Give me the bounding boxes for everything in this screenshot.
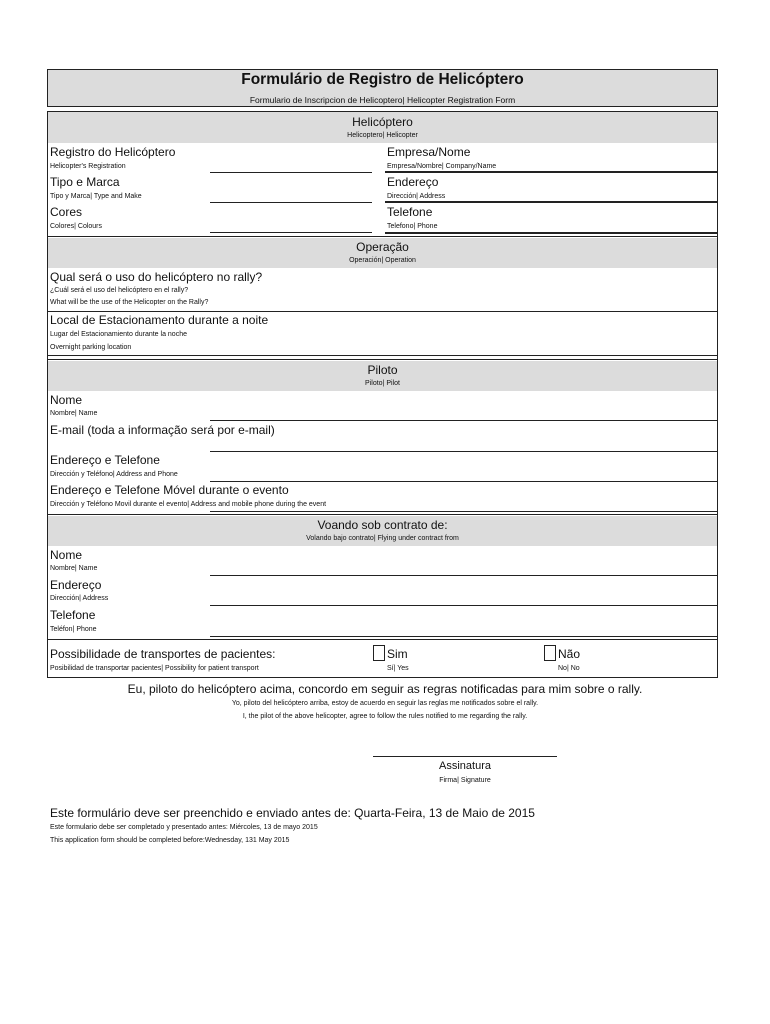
form-frame [47, 111, 718, 678]
pilot-mobile-sublabel: Dirección y Teléfono Movil durante el evento| Address and mobile phone during the event [50, 501, 327, 508]
address-label: Endereço [387, 175, 439, 189]
helicopter-section-title: Helicóptero [352, 115, 413, 129]
pilot-section-title: Piloto [367, 363, 398, 377]
colours-label: Cores [50, 205, 83, 219]
yes-label: Sim [387, 647, 408, 661]
company-field[interactable] [385, 171, 718, 173]
contract-section-title: Voando sob contrato de: [317, 518, 448, 532]
pilot-name-sublabel: Nombre| Name [50, 410, 98, 417]
deadline-es: Este formulario debe ser completado y presentado antes: Miércoles, 13 de mayo 2015 [50, 824, 318, 831]
use-sublabel-es: ¿Cuál será el uso del helicóptero en el rally? [50, 287, 189, 294]
address-sublabel: Dirección| Address [387, 193, 446, 200]
divider [48, 359, 717, 360]
contract-address-sublabel: Dirección| Address [50, 595, 109, 602]
registration-sublabel: Helicopter's Registration [50, 163, 126, 170]
address-field[interactable] [385, 201, 718, 203]
type-label: Tipo e Marca [50, 175, 120, 189]
pilot-name-label: Nome [50, 393, 83, 407]
contract-phone-label: Telefone [50, 608, 96, 622]
pilot-section-subtitle: Piloto| Pilot [365, 380, 400, 387]
operation-section-title: Operação [356, 240, 409, 254]
contract-name-sublabel: Nombre| Name [50, 565, 98, 572]
contract-section-subtitle: Volando bajo contrato| Flying under contract from [306, 535, 459, 542]
deadline-en: This application form should be completed before:Wednesday, 131 May 2015 [50, 837, 290, 844]
phone-sublabel: Telefono| Phone [387, 223, 438, 230]
patients-sublabel: Posibilidad de transportar pacientes| Possibility for patient transport [50, 665, 259, 672]
signature-sublabel: Firma| Signature [439, 777, 491, 784]
use-label: Qual será o uso do helicóptero no rally? [50, 270, 263, 284]
company-sublabel: Empresa/Nombre| Company/Name [387, 163, 497, 170]
type-field[interactable] [210, 202, 372, 203]
operation-section-subtitle: Operación| Operation [349, 257, 416, 264]
pilot-email-field[interactable] [210, 451, 718, 452]
colours-field[interactable] [210, 232, 372, 233]
parking-field[interactable] [48, 355, 717, 356]
no-sublabel: No| No [558, 665, 580, 672]
registration-label: Registro do Helicóptero [50, 145, 176, 159]
registration-field[interactable] [210, 172, 372, 173]
yes-checkbox[interactable] [373, 645, 385, 661]
parking-sublabel-es: Lugar del Estacionamiento durante la noche [50, 331, 187, 338]
contract-name-label: Nome [50, 548, 83, 562]
type-sublabel: Tipo y Marca| Type and Make [50, 193, 142, 200]
no-checkbox[interactable] [544, 645, 556, 661]
form-subtitle: Formulario de Inscripcion de Helicoptero| Helicopter Registration Form [249, 95, 516, 105]
signature-line[interactable] [373, 756, 557, 757]
pilot-email-label: E-mail (toda a informação será por e-mail) [50, 423, 275, 437]
agreement-es: Yo, piloto del helicóptero arriba, estoy de acuerdo en seguir las reglas me notificados sobre el rally. [231, 700, 539, 707]
form-title: Formulário de Registro de Helicóptero [241, 71, 524, 88]
contract-address-label: Endereço [50, 578, 102, 592]
phone-label: Telefone [387, 205, 433, 219]
divider [48, 236, 717, 237]
patients-label: Possibilidade de transportes de pacientes: [50, 647, 276, 661]
agreement-en: I, the pilot of the above helicopter, agree to follow the rules notified to me regarding the rally. [242, 713, 528, 720]
contract-address-field[interactable] [210, 605, 718, 606]
contract-phone-sublabel: Teléfon| Phone [50, 626, 97, 633]
no-label: Não [558, 647, 581, 661]
helicopter-section-subtitle: Helicoptero| Helicopter [347, 132, 418, 139]
colours-sublabel: Colores| Colours [50, 223, 103, 230]
pilot-address-sublabel: Dirección y Teléfono| Address and Phone [50, 471, 178, 478]
contract-name-field[interactable] [210, 575, 718, 576]
yes-sublabel: Sí| Yes [387, 665, 409, 672]
phone-field[interactable] [385, 232, 718, 234]
signature-label: Assinatura [439, 760, 491, 772]
company-label: Empresa/Nome [387, 145, 471, 159]
parking-label: Local de Estacionamento durante a noite [50, 313, 269, 327]
parking-sublabel-en: Overnight parking location [50, 344, 132, 351]
use-field[interactable] [48, 311, 717, 312]
contract-phone-field[interactable] [210, 636, 718, 637]
pilot-mobile-label: Endereço e Telefone Móvel durante o evento [50, 483, 289, 497]
deadline-pt: Este formulário deve ser preenchido e enviado antes de: Quarta-Feira, 13 de Maio de 2015 [50, 806, 535, 820]
divider [48, 639, 717, 640]
pilot-name-field[interactable] [210, 420, 718, 421]
pilot-address-field[interactable] [210, 481, 718, 482]
divider [48, 514, 717, 515]
agreement-pt: Eu, piloto do helicóptero acima, concordo em seguir as regras notificadas para mim sobre o rally. [127, 682, 643, 696]
use-sublabel-en: What will be the use of the Helicopter on the Rally? [50, 299, 209, 306]
pilot-mobile-field[interactable] [210, 511, 718, 512]
pilot-address-label: Endereço e Telefone [50, 453, 160, 467]
